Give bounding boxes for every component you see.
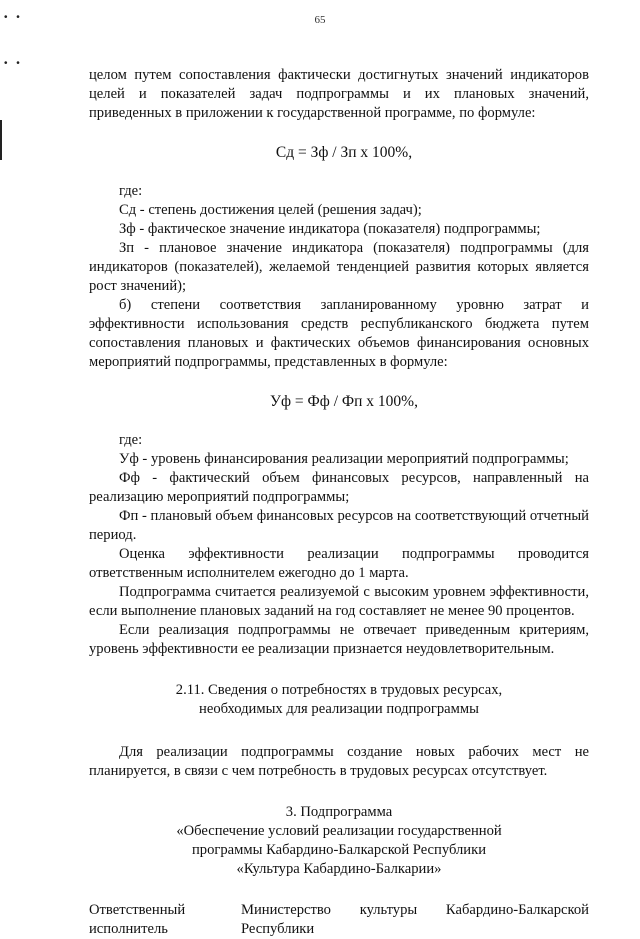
margin-binding-bar bbox=[0, 120, 2, 160]
definition-uf: Уф - уровень финансирования реализации мероприятий подпрограммы; bbox=[119, 451, 569, 467]
responsible-value-line1: Министерство культуры Кабардино-Балкарской bbox=[241, 902, 589, 918]
section-2-11-title-line2: необходимых для реализации подпрограммы bbox=[199, 701, 479, 717]
responsible-label-line2: исполнитель bbox=[89, 921, 168, 937]
intro-paragraph: целом путем сопоставления фактически достигнутых значений индикаторов целей и показателей задач подпрограммы и их плановых значений, приведенных в приложении к государственной программе, по формуле: bbox=[89, 67, 589, 121]
margin-mark-top: • • bbox=[4, 12, 23, 23]
section-3-title-line3: программы Кабардино-Балкарской Республики bbox=[191, 842, 487, 858]
responsible-label bbox=[89, 901, 241, 939]
efficiency-paragraph: Подпрограмма считается реализуемой с высоким уровнем эффективности, если выполнение плановых заданий на год составляет не менее 90 процентов. bbox=[89, 584, 589, 619]
definition-sd: Сд - степень достижения целей (решения задач); bbox=[119, 202, 422, 218]
margin-mark-second: • • bbox=[4, 58, 23, 69]
section-2-11-heading bbox=[89, 681, 589, 719]
responsible-value bbox=[241, 901, 589, 939]
responsible-executor-row bbox=[89, 901, 589, 939]
responsible-label-line1: Ответственный bbox=[89, 902, 186, 918]
point-b-paragraph: б) степени соответствия запланированному уровню затрат и эффективности использования средств республиканского бюджета путем сопоставления плановых и фактических объемов финансирования основных мероприятий подпрограммы, представленных в формуле: bbox=[89, 297, 589, 370]
section-3-title-line2: «Обеспечение условий реализации государственной bbox=[176, 823, 502, 839]
definition-fp: Фп - плановый объем финансовых ресурсов на соответствующий отчетный период. bbox=[89, 508, 589, 543]
document-body bbox=[89, 66, 589, 939]
definition-zp: Зп - плановое значение индикатора (показателя) подпрограммы (для индикаторов (показателей), желаемой тенденцией развития которых является рост значений); bbox=[89, 240, 589, 294]
formula-financing: Уф = Фф / Фп х 100%, bbox=[270, 393, 418, 410]
formula-achievement: Сд = Зф / Зп х 100%, bbox=[275, 144, 413, 161]
section-3-heading bbox=[89, 803, 589, 879]
page-number: 65 bbox=[314, 14, 326, 26]
section-3-title-line1: 3. Подпрограмма bbox=[285, 804, 393, 820]
evaluation-paragraph: Оценка эффективности реализации подпрограммы проводится ответственным исполнителем ежегодно до 1 марта. bbox=[89, 546, 589, 581]
definition-ff: Фф - фактический объем финансовых ресурсов, направленный на реализацию мероприятий подпрограммы; bbox=[89, 470, 589, 505]
responsible-value-line2: Республики bbox=[241, 921, 315, 937]
section-2-11-title-line1: 2.11. Сведения о потребностях в трудовых ресурсах, bbox=[175, 682, 503, 698]
section-3-title-line4: «Культура Кабардино-Балкарии» bbox=[236, 861, 442, 877]
criteria-paragraph: Если реализация подпрограммы не отвечает приведенным критериям, уровень эффективности ее реализации признается неудовлетворительным. bbox=[89, 622, 589, 657]
where-label-1: где: bbox=[119, 183, 143, 199]
definition-zf: Зф - фактическое значение индикатора (показателя) подпрограммы; bbox=[119, 221, 541, 237]
where-label-2: где: bbox=[119, 432, 143, 448]
labor-resources-paragraph: Для реализации подпрограммы создание новых рабочих мест не планируется, в связи с чем потребность в трудовых ресурсах отсутствует. bbox=[89, 744, 589, 779]
